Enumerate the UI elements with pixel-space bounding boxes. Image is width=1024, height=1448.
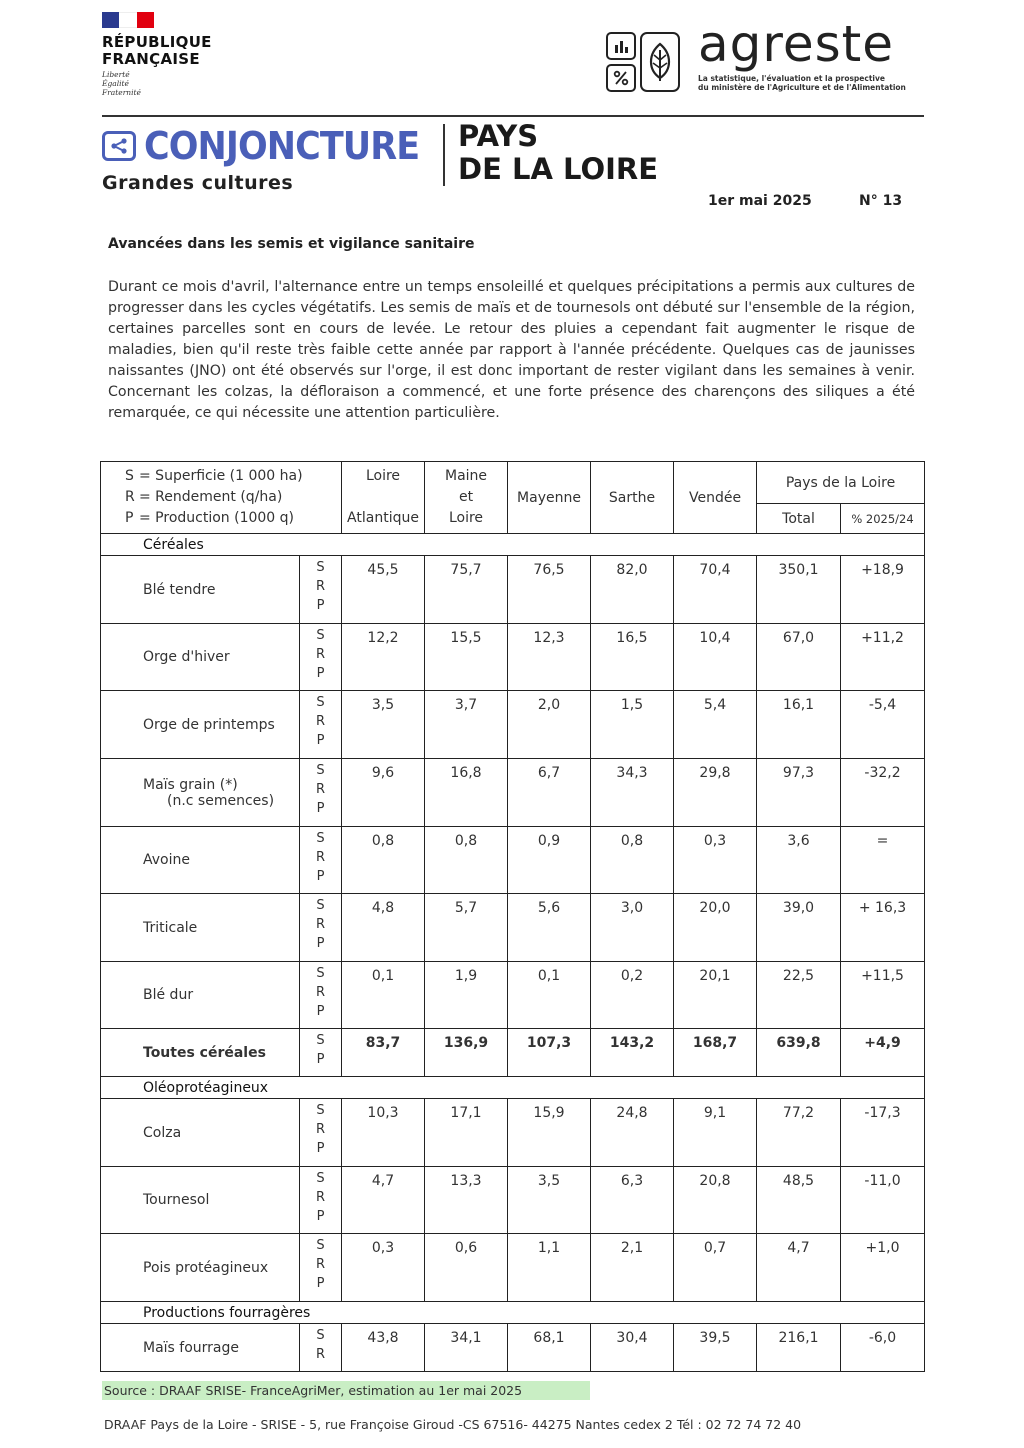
series-subtitle: Grandes cultures [102, 172, 294, 194]
percent-icon [606, 64, 636, 92]
cell-vendee: 168,7 [674, 1029, 757, 1077]
cell-sarthe: 143,2 [591, 1029, 674, 1077]
cell-vendee: 70,4 [674, 556, 757, 624]
bar-chart-icon [606, 32, 636, 60]
rf-motto-liberte: Liberté [102, 70, 130, 79]
cell-pct: +11,5 [841, 962, 925, 1029]
agreste-logo [606, 15, 924, 116]
cell-total: 97,3 [757, 759, 841, 827]
cell-sarthe: 34,3 [591, 759, 674, 827]
crop-name-text: Orge de printemps [143, 716, 275, 733]
cell-mayenne: 68,1 [508, 1324, 591, 1372]
cell-sarthe: 82,0 [591, 556, 674, 624]
table-row-orge-hiver [101, 624, 925, 691]
srp-indicator: S R P [300, 962, 342, 1029]
region-title [458, 120, 658, 186]
cell-sarthe: 30,4 [591, 1324, 674, 1372]
cell-total: 3,6 [757, 827, 841, 894]
crop-name-text: Pois protéagineux [143, 1259, 269, 1276]
cell-sarthe: 1,5 [591, 691, 674, 759]
title-separator [443, 124, 445, 186]
cell-loire-atlantique: 0,1 [342, 962, 425, 1029]
rf-motto-egalite: Égalité [102, 79, 129, 88]
cell-sarthe: 16,5 [591, 624, 674, 691]
header-rule [102, 115, 924, 117]
crop-name-text: Toutes céréales [143, 1044, 266, 1061]
cell-pct: -17,3 [841, 1099, 925, 1167]
cell-loire-atlantique: 0,8 [342, 827, 425, 894]
cell-mayenne: 0,9 [508, 827, 591, 894]
series-title: CONJONCTURE [144, 124, 420, 168]
cell-vendee: 20,8 [674, 1167, 757, 1234]
cell-total: 39,0 [757, 894, 841, 962]
crop-name-text: Triticale [143, 919, 198, 936]
cell-maine-et-loire: 16,8 [425, 759, 508, 827]
crop-name [101, 1324, 300, 1372]
crop-name [101, 1167, 300, 1234]
rf-name-line1: RÉPUBLIQUE [102, 33, 212, 51]
cell-mayenne: 15,9 [508, 1099, 591, 1167]
crop-name [101, 691, 300, 759]
agreste-icons [606, 32, 680, 92]
cell-pct: + 16,3 [841, 894, 925, 962]
article-headline: Avancées dans les semis et vigilance sanitaire [108, 236, 475, 252]
srp-indicator: S P [300, 1029, 342, 1077]
cell-maine-et-loire: 75,7 [425, 556, 508, 624]
legend-label-s: = Superficie (1 000 ha) [139, 468, 303, 484]
table-row-ble-tendre [101, 556, 925, 624]
cell-sarthe: 2,1 [591, 1234, 674, 1302]
crop-name-text: Colza [143, 1124, 182, 1141]
republique-francaise-logo [102, 12, 212, 97]
col-header-loire-atlantique-l1: Loire [365, 468, 401, 484]
cell-maine-et-loire: 5,7 [425, 894, 508, 962]
col-header-total: Total [757, 504, 841, 534]
crop-name-note: (n.c semences) [167, 792, 275, 809]
cell-mayenne: 5,6 [508, 894, 591, 962]
cell-loire-atlantique: 12,2 [342, 624, 425, 691]
cell-total: 77,2 [757, 1099, 841, 1167]
srp-indicator: S R P [300, 624, 342, 691]
cell-total: 4,7 [757, 1234, 841, 1302]
crops-table [100, 461, 925, 1372]
table-row-mais-fourrage [101, 1324, 925, 1372]
section-row-oleo [101, 1077, 925, 1099]
srp-indicator: S R P [300, 1167, 342, 1234]
col-header-pct: % 2025/24 [841, 504, 925, 534]
col-header-loire-atlantique [342, 462, 425, 534]
cell-maine-et-loire: 0,6 [425, 1234, 508, 1302]
crop-name [101, 1029, 300, 1077]
cell-vendee: 5,4 [674, 691, 757, 759]
cell-total: 216,1 [757, 1324, 841, 1372]
crop-name [101, 556, 300, 624]
cell-total: 67,0 [757, 624, 841, 691]
col-header-sarthe: Sarthe [591, 462, 674, 534]
srp-indicator: S R P [300, 759, 342, 827]
agreste-tagline-line2: du ministère de l'Agriculture et de l'Alimentation [698, 83, 906, 92]
cell-mayenne: 0,1 [508, 962, 591, 1029]
srp-indicator: S R P [300, 1099, 342, 1167]
cell-maine-et-loire: 13,3 [425, 1167, 508, 1234]
table-row-ble-dur [101, 962, 925, 1029]
cell-total: 639,8 [757, 1029, 841, 1077]
cell-maine-et-loire: 0,8 [425, 827, 508, 894]
cell-loire-atlantique: 9,6 [342, 759, 425, 827]
cell-vendee: 9,1 [674, 1099, 757, 1167]
srp-indicator: S R P [300, 556, 342, 624]
cell-pct: -6,0 [841, 1324, 925, 1372]
agreste-tagline-line1: La statistique, l'évaluation et la prospective [698, 74, 885, 83]
col-header-maine-l3: Loire [448, 510, 484, 526]
srp-indicator: S R P [300, 691, 342, 759]
table-legend [101, 462, 342, 534]
col-header-vendee: Vendée [674, 462, 757, 534]
cell-loire-atlantique: 0,3 [342, 1234, 425, 1302]
cell-total: 22,5 [757, 962, 841, 1029]
srp-indicator: S R P [300, 827, 342, 894]
cell-pct: -5,4 [841, 691, 925, 759]
cell-maine-et-loire: 17,1 [425, 1099, 508, 1167]
col-header-maine-l2: et [458, 489, 474, 505]
srp-indicator: S R P [300, 894, 342, 962]
cell-pct: -32,2 [841, 759, 925, 827]
cell-pct: +11,2 [841, 624, 925, 691]
legend-key-p: P [125, 510, 134, 526]
table-row-triticale [101, 894, 925, 962]
leaf-icon [640, 32, 680, 92]
cell-loire-atlantique: 3,5 [342, 691, 425, 759]
srp-indicator: S R P [300, 1234, 342, 1302]
agreste-wordmark: agreste [698, 15, 895, 73]
legend-label-r: = Rendement (q/ha) [139, 489, 283, 505]
cell-maine-et-loire: 3,7 [425, 691, 508, 759]
crop-name [101, 827, 300, 894]
rf-name-line2: FRANÇAISE [102, 50, 200, 68]
crop-name-text: Maïs fourrage [143, 1339, 240, 1356]
section-title: Oléoprotéagineux [101, 1077, 925, 1099]
cell-mayenne: 107,3 [508, 1029, 591, 1077]
cell-sarthe: 3,0 [591, 894, 674, 962]
cell-mayenne: 1,1 [508, 1234, 591, 1302]
table-row-orge-printemps [101, 691, 925, 759]
cell-mayenne: 12,3 [508, 624, 591, 691]
cell-vendee: 0,3 [674, 827, 757, 894]
crop-name-text: Blé tendre [143, 581, 216, 598]
crop-name-text: Tournesol [143, 1192, 210, 1208]
cell-maine-et-loire: 34,1 [425, 1324, 508, 1372]
legend-key-r: R [125, 489, 135, 505]
crop-name-text: Orge d'hiver [143, 649, 230, 665]
table-row-toutes-cereales [101, 1029, 925, 1077]
cell-sarthe: 0,2 [591, 962, 674, 1029]
col-header-maine-l1: Maine [444, 468, 488, 484]
cell-pct: +1,0 [841, 1234, 925, 1302]
rf-motto-fraternite: Fraternité [102, 88, 141, 97]
cell-maine-et-loire: 15,5 [425, 624, 508, 691]
cell-vendee: 29,8 [674, 759, 757, 827]
cell-vendee: 20,1 [674, 962, 757, 1029]
issue-number: N° 13 [859, 193, 903, 209]
cell-vendee: 20,0 [674, 894, 757, 962]
crop-name [101, 759, 300, 827]
cell-vendee: 39,5 [674, 1324, 757, 1372]
section-row-cereales [101, 534, 925, 556]
conjoncture-block [102, 126, 443, 194]
crop-name-text: Maïs grain (*) [143, 776, 238, 793]
article-body: Durant ce mois d'avril, l'alternance entre un temps ensoleillé et quelques précipitations a permis aux cultures de progresser dans les cycles végétatifs. Les semis de maïs et de tournesols ont débuté sur l'ensemble de la région, certaines parcelles sont en cours de levée. Le retour des pluies a cependant fait augmenter le risque de maladies, bien qu'il reste très faible cette année par rapport à l'année précédente. Quelques cas de jaunisses naissantes (JNO) ont été observés sur l'orge, il est donc important de rester vigilant dans les semaines à venir. Concernant les colzas, la défloraison a commencé, et une forte présence des charençons des siliques a été remarquée, ce qui nécessite une attention particulière. [108, 279, 915, 421]
crop-name [101, 894, 300, 962]
cell-pct: +4,9 [841, 1029, 925, 1077]
cell-loire-atlantique: 10,3 [342, 1099, 425, 1167]
table-row-tournesol [101, 1167, 925, 1234]
cell-loire-atlantique: 4,8 [342, 894, 425, 962]
crop-name [101, 1099, 300, 1167]
crop-name [101, 962, 300, 1029]
crop-name-text: Blé dur [143, 987, 194, 1003]
issue-date: 1er mai 2025 [708, 193, 812, 209]
legend-key-s: S [125, 468, 134, 484]
cell-vendee: 10,4 [674, 624, 757, 691]
rf-name [102, 34, 212, 68]
section-row-fourrage [101, 1302, 925, 1324]
table-row-mais-grain [101, 759, 925, 827]
cell-loire-atlantique: 4,7 [342, 1167, 425, 1234]
cell-loire-atlantique: 45,5 [342, 556, 425, 624]
cell-mayenne: 76,5 [508, 556, 591, 624]
cell-maine-et-loire: 136,9 [425, 1029, 508, 1077]
cell-sarthe: 0,8 [591, 827, 674, 894]
col-header-maine-et-loire [425, 462, 508, 534]
cell-sarthe: 6,3 [591, 1167, 674, 1234]
table-row-pois [101, 1234, 925, 1302]
french-flag-icon [102, 12, 154, 28]
table-row-avoine [101, 827, 925, 894]
cell-mayenne: 2,0 [508, 691, 591, 759]
col-header-mayenne: Mayenne [508, 462, 591, 534]
crop-name [101, 1234, 300, 1302]
legend-label-p: = Production (1000 q) [139, 510, 295, 526]
cell-total: 48,5 [757, 1167, 841, 1234]
source-note: Source : DRAAF SRISE- FranceAgriMer, estimation au 1er mai 2025 [102, 1381, 590, 1400]
cell-total: 350,1 [757, 556, 841, 624]
agreste-tagline [698, 74, 928, 92]
cell-vendee: 0,7 [674, 1234, 757, 1302]
section-title: Céréales [101, 534, 925, 556]
cell-mayenne: 3,5 [508, 1167, 591, 1234]
cell-total: 16,1 [757, 691, 841, 759]
srp-indicator: S R [300, 1324, 342, 1372]
crop-name-text: Avoine [143, 852, 190, 868]
col-header-loire-atlantique-l2: Atlantique [347, 510, 419, 526]
rf-motto [102, 70, 212, 97]
cell-pct: = [841, 827, 925, 894]
cell-loire-atlantique: 83,7 [342, 1029, 425, 1077]
region-line2: DE LA LOIRE [458, 152, 659, 186]
col-header-pays-de-la-loire: Pays de la Loire [757, 462, 925, 504]
cell-pct: -11,0 [841, 1167, 925, 1234]
cell-sarthe: 24,8 [591, 1099, 674, 1167]
cell-mayenne: 6,7 [508, 759, 591, 827]
footer-address: DRAAF Pays de la Loire - SRISE - 5, rue Françoise Giroud -CS 67516- 44275 Nantes cedex 2 Tél : 02 72 74 72 40 [104, 1417, 802, 1432]
cell-maine-et-loire: 1,9 [425, 962, 508, 1029]
share-nodes-icon [102, 131, 136, 161]
table-row-colza [101, 1099, 925, 1167]
section-title: Productions fourragères [101, 1302, 925, 1324]
cell-loire-atlantique: 43,8 [342, 1324, 425, 1372]
cell-pct: +18,9 [841, 556, 925, 624]
crop-name [101, 624, 300, 691]
region-line1: PAYS [458, 119, 539, 153]
